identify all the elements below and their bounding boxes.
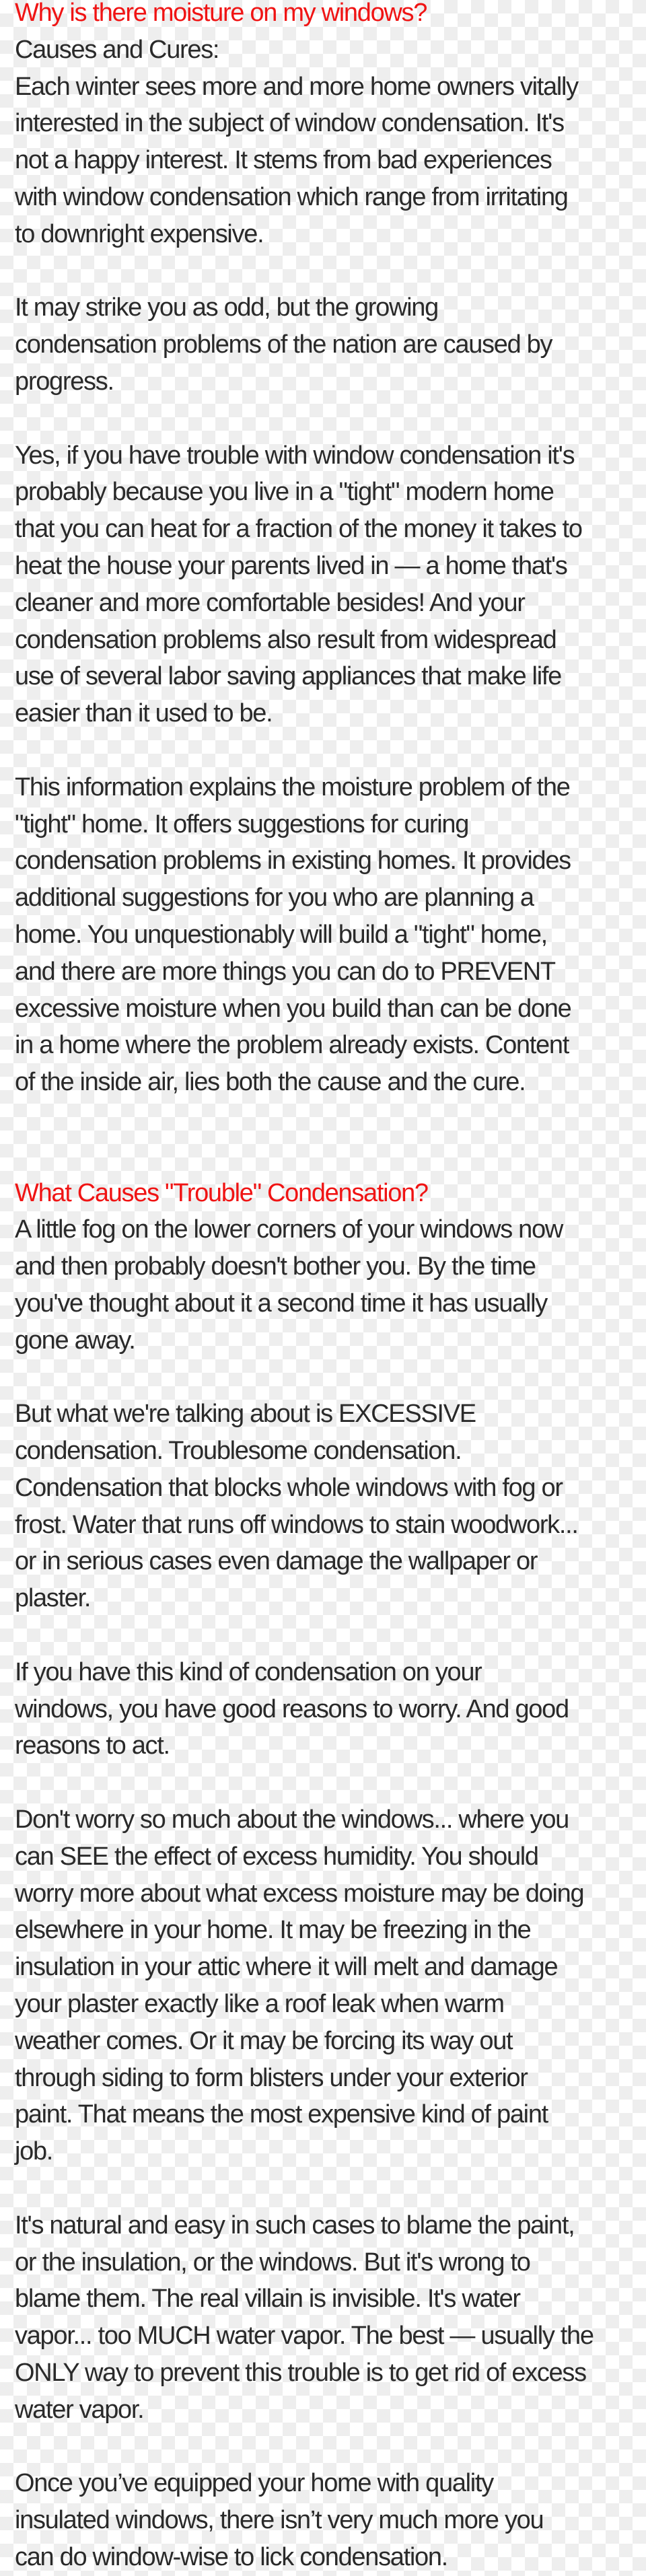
paragraph-line: "tight" home. It offers suggestions for curing [15, 810, 469, 838]
paragraph [15, 769, 646, 1101]
paragraph-line: probably because you live in a "tight" modern home [15, 478, 554, 507]
paragraph-line: not a happy interest. It stems from bad experiences [15, 146, 552, 175]
paragraph-line: This information explains the moisture problem of the [15, 773, 570, 801]
paragraph-line: worry more about what excess moisture may be doing [15, 1879, 584, 1908]
paragraph-line: additional suggestions for you who are planning a [15, 884, 534, 913]
paragraph-line: paint. That means the most expensive kind of paint [15, 2100, 548, 2129]
paragraph-line: weather comes. Or it may be forcing its way out [15, 2026, 513, 2055]
paragraph-line: plaster. [15, 1584, 91, 1613]
paragraph-line: ONLY way to prevent this trouble is to get rid of excess [15, 2359, 586, 2387]
paragraph-line: and then probably doesn't bother you. By the time [15, 1252, 536, 1281]
paragraph-line: job. [15, 2137, 53, 2166]
paragraph [15, 1211, 646, 1359]
paragraph-line: excessive moisture when you build than can be done [15, 994, 571, 1023]
paragraph-line: insulation in your attic where it will melt and damage [15, 1953, 558, 1982]
paragraph-line: that you can heat for a fraction of the money it takes to [15, 515, 582, 544]
paragraph-line: or in serious cases even damage the wallpaper or [15, 1547, 538, 1576]
paragraph-line: you've thought about it a second time it has usually [15, 1289, 547, 1318]
paragraph-line: A little fog on the lower corners of your windows now [15, 1215, 563, 1244]
paragraph-line: If you have this kind of condensation on your [15, 1657, 482, 1686]
paragraph-line: use of several labor saving appliances that make life [15, 662, 561, 691]
paragraph-line: heat the house your parents lived in — a home that's [15, 551, 567, 580]
paragraph-line: in a home where the problem already exists. Content [15, 1031, 569, 1060]
paragraph-line: Once you’ve equipped your home with quality [15, 2469, 493, 2498]
paragraph-line: and there are more things you can do to PREVENT [15, 957, 555, 986]
section-heading: What Causes "Trouble" Condensation? [15, 1178, 428, 1207]
paragraph-line: insulated windows, there isn’t very much more you [15, 2506, 544, 2535]
paragraph-line: But what we're talking about is EXCESSIVE [15, 1400, 476, 1429]
paragraph-line: reasons to act. [15, 1731, 170, 1760]
paragraph-line: It may strike you as odd, but the growing [15, 293, 438, 322]
paragraph-line: easier than it used to be. [15, 699, 273, 728]
paragraph-line: elsewhere in your home. It may be freezing in the [15, 1916, 531, 1945]
paragraph [15, 1801, 646, 2170]
paragraph-line: It's natural and easy in such cases to blame the paint, [15, 2211, 575, 2240]
article-section [15, 1175, 646, 2576]
paragraph-line: condensation problems also result from widespread [15, 625, 557, 654]
paragraph-line: to downright expensive. [15, 219, 264, 248]
paragraph-line: or the insulation, or the windows. But it's wrong to [15, 2248, 530, 2277]
paragraph-line: can SEE the effect of excess humidity. You should [15, 1842, 538, 1871]
paragraph-line: water vapor. [15, 2395, 144, 2424]
paragraph-line: Each winter sees more and more home owners vitally [15, 72, 578, 101]
paragraph [15, 437, 646, 732]
section-heading: Why is there moisture on my windows? [15, 0, 427, 27]
paragraph-line: progress. [15, 367, 114, 396]
article-section [15, 0, 646, 1101]
paragraph-line: your plaster exactly like a roof leak when warm [15, 1990, 504, 2019]
paragraph-line: blame them. The real villain is invisible. It's water [15, 2285, 520, 2314]
paragraph-line: Yes, if you have trouble with window condensation it's [15, 441, 575, 470]
paragraph-line: through siding to form blisters under your exterior [15, 2063, 528, 2092]
paragraph-line: cleaner and more comfortable besides! And your [15, 588, 525, 617]
paragraph-line: can do window-wise to lick condensation. [15, 2542, 447, 2571]
paragraph-line: windows, you have good reasons to worry. And good [15, 1694, 569, 1723]
paragraph [15, 1396, 646, 1617]
paragraph-line: with window condensation which range from irritating [15, 182, 568, 211]
paragraph [15, 2207, 646, 2429]
paragraph-line: gone away. [15, 1326, 135, 1355]
paragraph-line: condensation problems in existing homes. It provides [15, 847, 571, 875]
paragraph [15, 69, 646, 253]
paragraph-line: vapor... too MUCH water vapor. The best — usually the [15, 2322, 594, 2351]
paragraph-line: Condensation that blocks whole windows with fog or [15, 1473, 563, 1502]
paragraph [15, 289, 646, 400]
paragraph-line: interested in the subject of window condensation. It's [15, 109, 564, 138]
paragraph-line: frost. Water that runs off windows to stain woodwork... [15, 1510, 578, 1539]
section-subtitle: Causes and Cures: [15, 35, 219, 64]
paragraph [15, 2465, 646, 2575]
paragraph-line: condensation problems of the nation are caused by [15, 330, 552, 359]
paragraph [15, 1654, 646, 1764]
paragraph-line: home. You unquestionably will build a "tight" home, [15, 920, 547, 949]
paragraph-line: Don't worry so much about the windows... where you [15, 1805, 569, 1834]
paragraph-line: of the inside air, lies both the cause and the cure. [15, 1068, 526, 1097]
paragraph-line: condensation. Troublesome condensation. [15, 1437, 462, 1466]
